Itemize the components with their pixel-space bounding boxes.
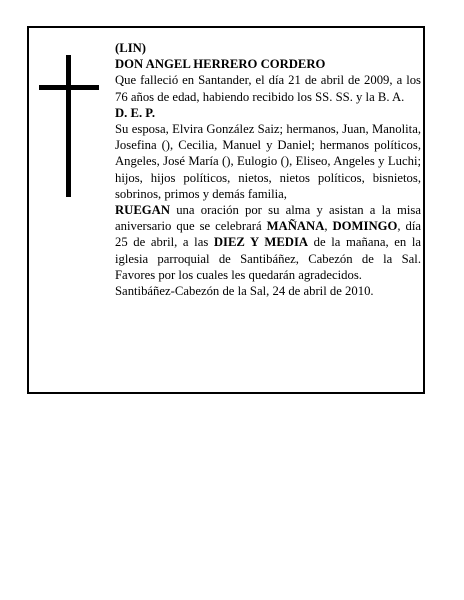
request-text-2: , día 25 de abril, a las xyxy=(115,219,421,250)
deceased-name: DON ANGEL HERRERO CORDERO xyxy=(115,57,326,72)
obituary-notice xyxy=(27,26,425,394)
place-date: Santibáñez-Cabezón de la Sal, 24 de abril de 2010. xyxy=(115,284,374,299)
notice-text xyxy=(115,40,421,299)
dep-label: D. E. P. xyxy=(115,105,156,120)
request-text-1: una oración por su alma y asistan a la misa aniversario que se celebrará xyxy=(115,203,421,234)
ruegan-label: RUEGAN xyxy=(115,203,170,218)
family-list: Su esposa, Elvira González Saiz; hermanos, Juan, Manolita, Josefina (), Cecilia, Manuel y Daniel; hermanos políticos, Angeles, José María (), Eulogio (), Eliseo, Angeles y Luchi; hijos, hijos políticos, nietos, nietos políticos, bisnietos, sobrinos, primos y demás familia, xyxy=(115,122,421,201)
death-info: Que falleció en Santander, el día 21 de abril de 2009, a los 76 años de edad, habiendo recibido los SS. SS. y la B. A. xyxy=(115,73,421,104)
hora-label: DIEZ Y MEDIA xyxy=(213,235,309,250)
domingo-label: DOMINGO xyxy=(332,219,398,234)
cross-icon xyxy=(39,55,99,197)
cross-vertical-bar xyxy=(66,55,71,197)
request-separator: , xyxy=(324,219,333,234)
notice-code: (LIN) xyxy=(115,41,147,55)
request-text-3: de la mañana, en la iglesia parroquial de Santibáñez, Cabezón de la Sal. Favores por los cuales les quedarán agradecidos. xyxy=(115,235,421,282)
manana-label: MAÑANA xyxy=(266,219,325,234)
mass-request xyxy=(115,202,421,283)
cross-horizontal-bar xyxy=(39,85,99,90)
